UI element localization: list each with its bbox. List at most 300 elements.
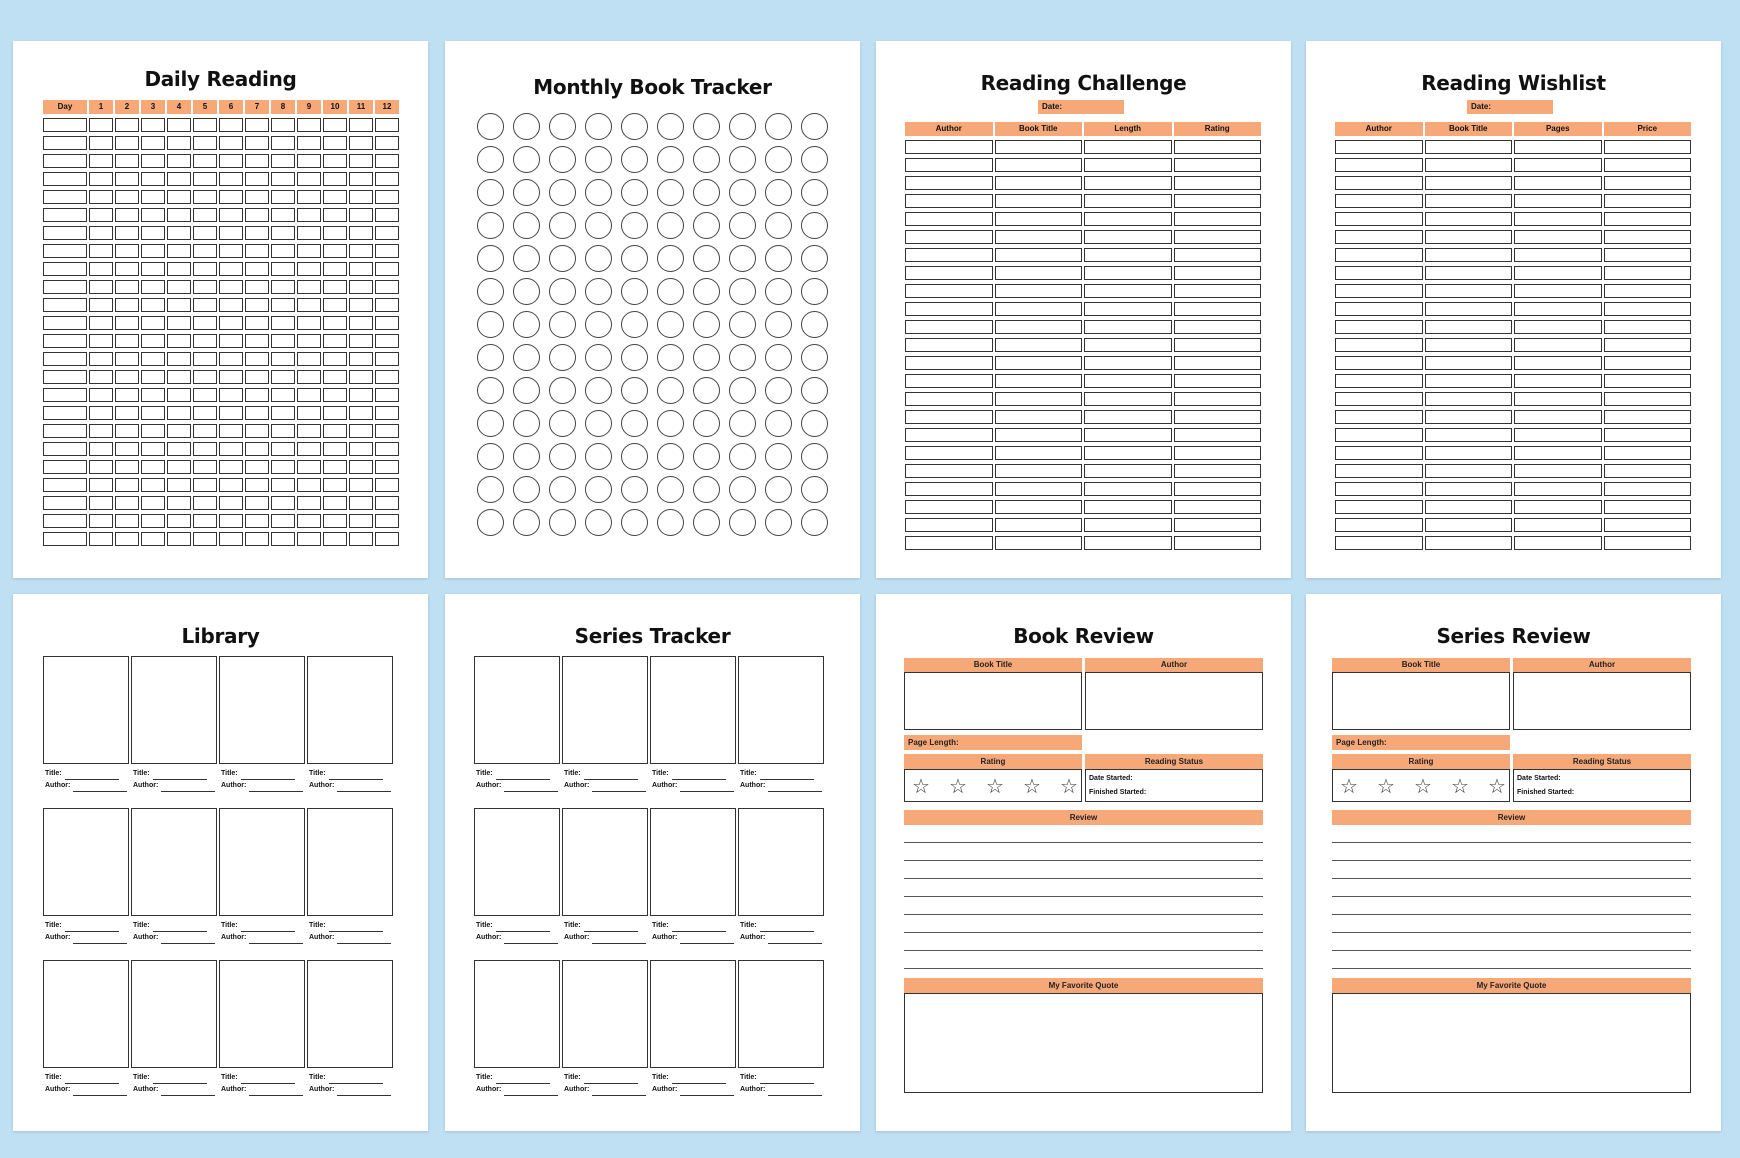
write-line[interactable]: [241, 771, 295, 780]
reading-cell[interactable]: [271, 316, 295, 330]
book-circle[interactable]: [549, 179, 576, 206]
book-circle[interactable]: [693, 377, 720, 404]
book-cover-box[interactable]: [43, 656, 129, 764]
book-circle[interactable]: [729, 377, 756, 404]
book-cover-box[interactable]: [307, 960, 393, 1068]
table-cell[interactable]: [1604, 320, 1692, 334]
reading-cell[interactable]: [297, 244, 321, 258]
reading-cell[interactable]: [219, 154, 243, 168]
reading-cell[interactable]: [141, 460, 165, 474]
write-line[interactable]: [504, 1087, 558, 1096]
review-line[interactable]: [904, 914, 1263, 915]
book-circle[interactable]: [729, 146, 756, 173]
table-cell[interactable]: [995, 212, 1083, 226]
reading-status-box[interactable]: [1085, 769, 1263, 802]
table-cell[interactable]: [1174, 248, 1262, 262]
table-cell[interactable]: [1335, 374, 1423, 388]
table-cell[interactable]: [995, 230, 1083, 244]
book-circle[interactable]: [657, 443, 684, 470]
reading-cell[interactable]: [193, 136, 217, 150]
book-circle[interactable]: [693, 179, 720, 206]
table-cell[interactable]: [1174, 536, 1262, 550]
table-cell[interactable]: [905, 536, 993, 550]
table-cell[interactable]: [1604, 248, 1692, 262]
title-field[interactable]: [221, 768, 305, 780]
reading-cell[interactable]: [167, 154, 191, 168]
author-field[interactable]: [133, 780, 217, 792]
reading-cell[interactable]: [43, 460, 87, 474]
reading-cell[interactable]: [89, 424, 113, 438]
author-field[interactable]: [45, 780, 129, 792]
book-circle[interactable]: [729, 311, 756, 338]
reading-cell[interactable]: [297, 136, 321, 150]
reading-cell[interactable]: [141, 298, 165, 312]
title-field[interactable]: [564, 920, 648, 932]
reading-cell[interactable]: [271, 424, 295, 438]
reading-cell[interactable]: [193, 532, 217, 546]
reading-cell[interactable]: [193, 262, 217, 276]
reading-cell[interactable]: [89, 136, 113, 150]
book-cover-box[interactable]: [219, 656, 305, 764]
table-cell[interactable]: [1084, 518, 1172, 532]
table-cell[interactable]: [905, 338, 993, 352]
book-circle[interactable]: [657, 146, 684, 173]
book-circle[interactable]: [549, 146, 576, 173]
book-circle[interactable]: [621, 410, 648, 437]
reading-cell[interactable]: [323, 208, 347, 222]
write-line[interactable]: [496, 771, 550, 780]
reading-cell[interactable]: [115, 352, 139, 366]
book-title-box[interactable]: [1332, 672, 1510, 730]
reading-cell[interactable]: [115, 388, 139, 402]
reading-cell[interactable]: [167, 424, 191, 438]
table-cell[interactable]: [1084, 428, 1172, 442]
author-field[interactable]: [564, 1084, 648, 1096]
star-icon[interactable]: ☆: [1060, 776, 1078, 798]
title-field[interactable]: [133, 920, 217, 932]
reading-cell[interactable]: [245, 262, 269, 276]
reading-cell[interactable]: [43, 406, 87, 420]
book-cover-box[interactable]: [562, 960, 648, 1068]
write-line[interactable]: [153, 923, 207, 932]
title-field[interactable]: [45, 920, 129, 932]
review-line[interactable]: [1332, 932, 1691, 933]
book-circle[interactable]: [585, 146, 612, 173]
reading-cell[interactable]: [245, 208, 269, 222]
table-cell[interactable]: [1514, 356, 1602, 370]
reading-cell[interactable]: [43, 262, 87, 276]
table-cell[interactable]: [995, 266, 1083, 280]
reading-cell[interactable]: [245, 532, 269, 546]
book-circle[interactable]: [513, 476, 540, 503]
book-circle[interactable]: [765, 113, 792, 140]
book-circle[interactable]: [585, 245, 612, 272]
table-cell[interactable]: [995, 140, 1083, 154]
table-cell[interactable]: [1084, 266, 1172, 280]
book-circle[interactable]: [513, 377, 540, 404]
table-cell[interactable]: [1335, 356, 1423, 370]
reading-cell[interactable]: [349, 316, 373, 330]
reading-cell[interactable]: [219, 208, 243, 222]
reading-cell[interactable]: [167, 478, 191, 492]
reading-cell[interactable]: [349, 154, 373, 168]
reading-cell[interactable]: [167, 334, 191, 348]
book-cover-box[interactable]: [474, 656, 560, 764]
table-cell[interactable]: [1174, 464, 1262, 478]
review-line[interactable]: [1332, 860, 1691, 861]
reading-cell[interactable]: [141, 118, 165, 132]
reading-cell[interactable]: [141, 442, 165, 456]
title-field[interactable]: [652, 920, 736, 932]
book-circle[interactable]: [477, 509, 504, 536]
reading-cell[interactable]: [141, 172, 165, 186]
page-length-label[interactable]: Page Length:: [1332, 735, 1510, 750]
reading-cell[interactable]: [297, 226, 321, 240]
write-line[interactable]: [73, 783, 127, 792]
table-cell[interactable]: [1604, 392, 1692, 406]
review-line[interactable]: [1332, 968, 1691, 969]
title-field[interactable]: [221, 920, 305, 932]
book-circle[interactable]: [801, 410, 828, 437]
book-cover-box[interactable]: [219, 960, 305, 1068]
book-circle[interactable]: [513, 146, 540, 173]
book-circle[interactable]: [549, 113, 576, 140]
table-cell[interactable]: [1425, 428, 1513, 442]
reading-cell[interactable]: [193, 316, 217, 330]
book-circle[interactable]: [513, 344, 540, 371]
book-circle[interactable]: [585, 179, 612, 206]
title-field[interactable]: [740, 1072, 824, 1084]
review-line[interactable]: [904, 842, 1263, 843]
reading-cell[interactable]: [245, 298, 269, 312]
reading-cell[interactable]: [323, 388, 347, 402]
reading-cell[interactable]: [323, 514, 347, 528]
table-cell[interactable]: [1425, 212, 1513, 226]
table-cell[interactable]: [1174, 410, 1262, 424]
reading-cell[interactable]: [141, 226, 165, 240]
review-line[interactable]: [1332, 950, 1691, 951]
write-line[interactable]: [584, 1075, 638, 1084]
title-field[interactable]: [476, 1072, 560, 1084]
book-circle[interactable]: [477, 410, 504, 437]
reading-cell[interactable]: [167, 460, 191, 474]
reading-cell[interactable]: [349, 496, 373, 510]
table-cell[interactable]: [1084, 356, 1172, 370]
table-cell[interactable]: [1425, 158, 1513, 172]
reading-cell[interactable]: [297, 388, 321, 402]
reading-cell[interactable]: [323, 442, 347, 456]
reading-cell[interactable]: [323, 352, 347, 366]
reading-cell[interactable]: [43, 172, 87, 186]
book-circle[interactable]: [621, 344, 648, 371]
reading-cell[interactable]: [193, 442, 217, 456]
table-cell[interactable]: [995, 320, 1083, 334]
book-circle[interactable]: [621, 509, 648, 536]
reading-cell[interactable]: [193, 298, 217, 312]
star-icon[interactable]: ☆: [1488, 776, 1506, 798]
reading-cell[interactable]: [115, 370, 139, 384]
reading-cell[interactable]: [297, 532, 321, 546]
table-cell[interactable]: [1335, 536, 1423, 550]
table-cell[interactable]: [1335, 248, 1423, 262]
reading-cell[interactable]: [375, 388, 399, 402]
reading-cell[interactable]: [375, 154, 399, 168]
reading-cell[interactable]: [219, 298, 243, 312]
reading-cell[interactable]: [297, 496, 321, 510]
book-circle[interactable]: [585, 410, 612, 437]
table-cell[interactable]: [995, 410, 1083, 424]
table-cell[interactable]: [995, 176, 1083, 190]
reading-cell[interactable]: [323, 370, 347, 384]
reading-cell[interactable]: [89, 478, 113, 492]
reading-cell[interactable]: [323, 334, 347, 348]
book-cover-box[interactable]: [43, 808, 129, 916]
book-circle[interactable]: [621, 476, 648, 503]
book-circle[interactable]: [513, 179, 540, 206]
write-line[interactable]: [249, 1087, 303, 1096]
author-field[interactable]: [309, 932, 393, 944]
reading-cell[interactable]: [193, 208, 217, 222]
reading-cell[interactable]: [297, 316, 321, 330]
reading-cell[interactable]: [323, 154, 347, 168]
reading-cell[interactable]: [297, 406, 321, 420]
reading-cell[interactable]: [141, 352, 165, 366]
reading-cell[interactable]: [167, 298, 191, 312]
book-circle[interactable]: [549, 443, 576, 470]
book-circle[interactable]: [801, 509, 828, 536]
write-line[interactable]: [672, 1075, 726, 1084]
book-circle[interactable]: [513, 245, 540, 272]
table-cell[interactable]: [1335, 158, 1423, 172]
table-cell[interactable]: [1604, 536, 1692, 550]
write-line[interactable]: [760, 771, 814, 780]
reading-cell[interactable]: [271, 460, 295, 474]
reading-cell[interactable]: [375, 280, 399, 294]
table-cell[interactable]: [1514, 284, 1602, 298]
book-circle[interactable]: [693, 245, 720, 272]
reading-cell[interactable]: [167, 370, 191, 384]
book-circle[interactable]: [549, 509, 576, 536]
reading-cell[interactable]: [245, 154, 269, 168]
reading-cell[interactable]: [219, 244, 243, 258]
book-circle[interactable]: [621, 212, 648, 239]
reading-cell[interactable]: [271, 244, 295, 258]
reading-cell[interactable]: [271, 334, 295, 348]
page-length-label[interactable]: Page Length:: [904, 735, 1082, 750]
table-cell[interactable]: [995, 500, 1083, 514]
reading-cell[interactable]: [219, 388, 243, 402]
book-circle[interactable]: [549, 377, 576, 404]
book-cover-box[interactable]: [738, 656, 824, 764]
table-cell[interactable]: [1514, 230, 1602, 244]
quote-box[interactable]: [904, 993, 1263, 1093]
table-cell[interactable]: [1604, 230, 1692, 244]
book-cover-box[interactable]: [307, 656, 393, 764]
table-cell[interactable]: [1604, 266, 1692, 280]
book-circle[interactable]: [693, 509, 720, 536]
reading-cell[interactable]: [219, 172, 243, 186]
title-field[interactable]: [309, 1072, 393, 1084]
reading-cell[interactable]: [193, 190, 217, 204]
author-field[interactable]: [309, 1084, 393, 1096]
book-cover-box[interactable]: [474, 960, 560, 1068]
write-line[interactable]: [241, 923, 295, 932]
reading-cell[interactable]: [349, 172, 373, 186]
book-circle[interactable]: [477, 278, 504, 305]
book-cover-box[interactable]: [474, 808, 560, 916]
reading-cell[interactable]: [271, 478, 295, 492]
write-line[interactable]: [680, 1087, 734, 1096]
reading-cell[interactable]: [115, 226, 139, 240]
reading-cell[interactable]: [89, 442, 113, 456]
book-circle[interactable]: [693, 146, 720, 173]
reading-cell[interactable]: [245, 244, 269, 258]
table-cell[interactable]: [1425, 482, 1513, 496]
book-circle[interactable]: [729, 509, 756, 536]
reading-cell[interactable]: [271, 496, 295, 510]
book-circle[interactable]: [801, 212, 828, 239]
reading-cell[interactable]: [193, 154, 217, 168]
table-cell[interactable]: [905, 248, 993, 262]
table-cell[interactable]: [1514, 428, 1602, 442]
reading-cell[interactable]: [323, 424, 347, 438]
table-cell[interactable]: [1604, 356, 1692, 370]
reading-cell[interactable]: [245, 280, 269, 294]
author-field[interactable]: [309, 780, 393, 792]
reading-cell[interactable]: [141, 244, 165, 258]
write-line[interactable]: [592, 783, 646, 792]
book-circle[interactable]: [621, 113, 648, 140]
title-field[interactable]: [45, 1072, 129, 1084]
reading-cell[interactable]: [141, 136, 165, 150]
reading-cell[interactable]: [43, 370, 87, 384]
reading-cell[interactable]: [115, 478, 139, 492]
reading-cell[interactable]: [271, 442, 295, 456]
write-line[interactable]: [337, 935, 391, 944]
reading-cell[interactable]: [245, 190, 269, 204]
book-cover-box[interactable]: [562, 808, 648, 916]
reading-cell[interactable]: [141, 532, 165, 546]
book-circle[interactable]: [801, 146, 828, 173]
reading-cell[interactable]: [43, 388, 87, 402]
book-circle[interactable]: [477, 179, 504, 206]
reading-cell[interactable]: [167, 262, 191, 276]
table-cell[interactable]: [1084, 230, 1172, 244]
reading-cell[interactable]: [89, 406, 113, 420]
book-circle[interactable]: [765, 410, 792, 437]
write-line[interactable]: [768, 1087, 822, 1096]
table-cell[interactable]: [1604, 194, 1692, 208]
table-cell[interactable]: [1335, 446, 1423, 460]
write-line[interactable]: [760, 1075, 814, 1084]
reading-cell[interactable]: [297, 190, 321, 204]
reading-cell[interactable]: [297, 154, 321, 168]
table-cell[interactable]: [905, 194, 993, 208]
table-cell[interactable]: [1514, 536, 1602, 550]
reading-cell[interactable]: [193, 478, 217, 492]
write-line[interactable]: [161, 1087, 215, 1096]
reading-cell[interactable]: [115, 514, 139, 528]
table-cell[interactable]: [1514, 320, 1602, 334]
book-circle[interactable]: [765, 278, 792, 305]
reading-cell[interactable]: [43, 352, 87, 366]
table-cell[interactable]: [1084, 338, 1172, 352]
write-line[interactable]: [65, 923, 119, 932]
reading-cell[interactable]: [89, 118, 113, 132]
author-field[interactable]: [652, 1084, 736, 1096]
reading-cell[interactable]: [115, 208, 139, 222]
table-cell[interactable]: [1425, 338, 1513, 352]
reading-cell[interactable]: [219, 352, 243, 366]
write-line[interactable]: [760, 923, 814, 932]
table-cell[interactable]: [1335, 284, 1423, 298]
reading-cell[interactable]: [271, 388, 295, 402]
book-circle[interactable]: [513, 278, 540, 305]
reading-cell[interactable]: [323, 298, 347, 312]
reading-cell[interactable]: [115, 460, 139, 474]
title-field[interactable]: [221, 1072, 305, 1084]
book-cover-box[interactable]: [650, 960, 736, 1068]
author-field[interactable]: [45, 1084, 129, 1096]
reading-cell[interactable]: [89, 244, 113, 258]
reading-cell[interactable]: [89, 154, 113, 168]
book-circle[interactable]: [657, 245, 684, 272]
table-cell[interactable]: [1174, 320, 1262, 334]
reading-cell[interactable]: [349, 226, 373, 240]
table-cell[interactable]: [1604, 158, 1692, 172]
reading-cell[interactable]: [349, 190, 373, 204]
reading-cell[interactable]: [115, 190, 139, 204]
table-cell[interactable]: [1425, 536, 1513, 550]
reading-cell[interactable]: [349, 514, 373, 528]
reading-cell[interactable]: [245, 352, 269, 366]
table-cell[interactable]: [905, 446, 993, 460]
book-circle[interactable]: [657, 212, 684, 239]
reading-cell[interactable]: [219, 262, 243, 276]
book-circle[interactable]: [693, 443, 720, 470]
reading-cell[interactable]: [167, 388, 191, 402]
table-cell[interactable]: [1174, 176, 1262, 190]
table-cell[interactable]: [1514, 392, 1602, 406]
table-cell[interactable]: [1335, 464, 1423, 478]
table-cell[interactable]: [1335, 320, 1423, 334]
table-cell[interactable]: [1604, 410, 1692, 424]
book-circle[interactable]: [585, 212, 612, 239]
table-cell[interactable]: [995, 482, 1083, 496]
book-circle[interactable]: [765, 212, 792, 239]
reading-cell[interactable]: [375, 532, 399, 546]
table-cell[interactable]: [1604, 428, 1692, 442]
table-cell[interactable]: [995, 194, 1083, 208]
table-cell[interactable]: [1425, 248, 1513, 262]
reading-cell[interactable]: [89, 460, 113, 474]
write-line[interactable]: [73, 935, 127, 944]
table-cell[interactable]: [1174, 230, 1262, 244]
reading-cell[interactable]: [297, 460, 321, 474]
table-cell[interactable]: [1425, 194, 1513, 208]
reading-cell[interactable]: [115, 136, 139, 150]
reading-cell[interactable]: [245, 334, 269, 348]
book-circle[interactable]: [585, 476, 612, 503]
reading-cell[interactable]: [167, 514, 191, 528]
reading-cell[interactable]: [271, 172, 295, 186]
table-cell[interactable]: [905, 392, 993, 406]
reading-cell[interactable]: [349, 460, 373, 474]
reading-cell[interactable]: [43, 226, 87, 240]
reading-cell[interactable]: [297, 370, 321, 384]
reading-cell[interactable]: [219, 496, 243, 510]
reading-cell[interactable]: [167, 532, 191, 546]
